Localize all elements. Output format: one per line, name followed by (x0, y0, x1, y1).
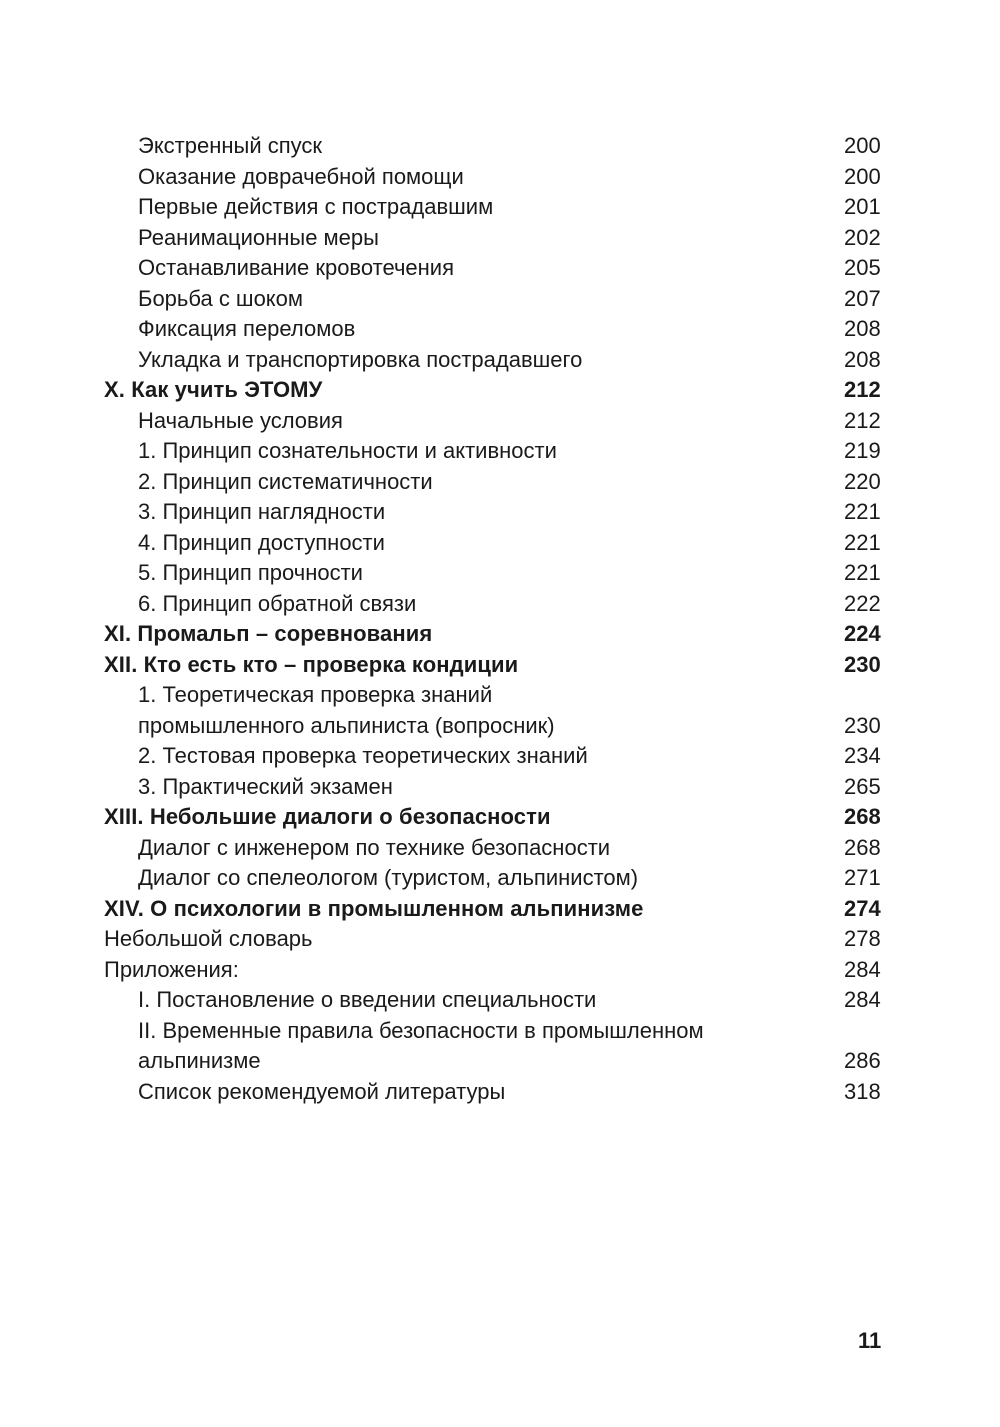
toc-entry-page: 286 (844, 1048, 881, 1073)
toc-entry (0, 558, 1000, 589)
toc-chapter-page: 212 (844, 377, 881, 402)
toc-section-title: Приложения: (104, 956, 239, 982)
toc-entry-page: 208 (844, 316, 881, 341)
toc-chapter-page: 268 (844, 804, 881, 829)
toc-entry-page: 221 (844, 560, 881, 585)
toc-entry-page: 271 (844, 865, 881, 890)
toc-entry (0, 406, 1000, 437)
toc-entry-page: 265 (844, 773, 881, 799)
toc-entry-title: Список рекомендуемой литературы (138, 1078, 506, 1104)
toc-entry-page: 205 (844, 255, 881, 280)
toc-entry-title: Фиксация переломов (138, 316, 356, 341)
toc-entry (0, 741, 1000, 772)
toc-section-page: 278 (844, 926, 881, 951)
toc-section-title: Небольшой словарь (104, 926, 313, 951)
toc-entry (0, 1077, 1000, 1108)
toc-entry-title: Реанимационные меры (138, 224, 379, 250)
toc-chapter-title: XII. Кто есть кто – проверка кондиции (104, 651, 519, 677)
toc-entry-page: 208 (844, 346, 881, 372)
toc-entry-page: 200 (844, 133, 881, 158)
toc-entry (0, 131, 1000, 162)
toc-entry-title: II. Временные правила безопасности в промышленном (138, 1017, 704, 1043)
page-number: 11 (858, 1328, 882, 1353)
toc-chapter-title: XIV. О психологии в промышленном альпинизме (104, 895, 644, 921)
toc-entry (0, 192, 1000, 223)
toc-entry-title: альпинизме (138, 1048, 261, 1073)
toc-chapter-page: 224 (844, 621, 881, 646)
toc-section-page: 284 (844, 956, 881, 982)
toc-entry-page: 234 (844, 743, 881, 768)
toc-entry-page: 202 (844, 224, 881, 250)
toc-entry-page: 207 (844, 285, 881, 311)
toc-entry (0, 162, 1000, 193)
toc-entry (0, 1046, 1000, 1077)
toc-entry-page: 212 (844, 407, 881, 433)
toc-entry-title: 1. Принцип сознательности и активности (138, 438, 557, 463)
toc-chapter-title: XIII. Небольшие диалоги о безопасности (104, 804, 551, 829)
toc-entry-page: 201 (844, 194, 881, 219)
toc-entry-page: 284 (844, 987, 881, 1012)
toc-entry (0, 467, 1000, 498)
toc-chapter (0, 619, 1000, 650)
toc-entry (0, 772, 1000, 803)
toc-entry (0, 436, 1000, 467)
toc-entry-page: 268 (844, 834, 881, 860)
toc-entry (0, 589, 1000, 620)
toc-entry (0, 985, 1000, 1016)
toc-chapter (0, 375, 1000, 406)
toc-entry-title: Борьба с шоком (138, 285, 304, 311)
toc-entry (0, 345, 1000, 376)
toc-entry-page: 221 (844, 529, 881, 555)
toc-entry-page: 230 (844, 712, 881, 738)
toc-entry-title: Начальные условия (138, 407, 343, 433)
toc-entry-title: 5. Принцип прочности (138, 560, 363, 585)
toc-entry-title: 2. Тестовая проверка теоретических знаний (138, 743, 588, 768)
toc-section (0, 955, 1000, 986)
toc-chapter (0, 894, 1000, 925)
toc-entry-title: Укладка и транспортировка пострадавшего (138, 346, 583, 372)
toc-entry-title: Диалог со спелеологом (туристом, альпинистом) (138, 865, 639, 890)
toc-entry (0, 284, 1000, 315)
toc-entry-title: 4. Принцип доступности (138, 529, 385, 555)
toc-entry (0, 863, 1000, 894)
toc-entry-page: 222 (844, 590, 881, 616)
toc-entry-title: Диалог с инженером по технике безопасности (138, 834, 611, 860)
toc-chapter-page: 230 (844, 651, 881, 677)
toc-entry-page: 221 (844, 499, 881, 524)
toc-entry-title: промышленного альпиниста (вопросник) (138, 712, 555, 738)
toc-entry (0, 253, 1000, 284)
toc-entry-title: 2. Принцип систематичности (138, 468, 433, 494)
toc-entry (0, 497, 1000, 528)
toc-entry (0, 1016, 1000, 1047)
toc-chapter-page: 274 (844, 895, 881, 921)
toc-entry-title: Оказание доврачебной помощи (138, 163, 464, 189)
toc-entry-title: 3. Практический экзамен (138, 773, 393, 799)
toc-entry (0, 528, 1000, 559)
toc-entry-page: 318 (844, 1078, 881, 1104)
toc-chapter-title: X. Как учить ЭТОМУ (104, 377, 323, 402)
toc-entry-page: 219 (844, 438, 881, 463)
toc-chapter (0, 650, 1000, 681)
toc-entry-title: I. Постановление о введении специальности (138, 987, 597, 1012)
toc-entry-title: Экстренный спуск (138, 133, 323, 158)
toc-entry-title: Первые действия с пострадавшим (138, 194, 494, 219)
toc-chapter-title: XI. Промальп – соревнования (104, 621, 433, 646)
toc-entry (0, 314, 1000, 345)
table-of-contents (0, 131, 1000, 1107)
toc-entry (0, 680, 1000, 711)
toc-entry-page: 200 (844, 163, 881, 189)
toc-entry-title: Останавливание кровотечения (138, 255, 455, 280)
toc-chapter (0, 802, 1000, 833)
toc-entry-title: 6. Принцип обратной связи (138, 590, 417, 616)
toc-section (0, 924, 1000, 955)
toc-entry (0, 833, 1000, 864)
toc-entry-page: 220 (844, 468, 881, 494)
toc-entry-title: 1. Теоретическая проверка знаний (138, 682, 493, 707)
toc-entry (0, 223, 1000, 254)
toc-entry (0, 711, 1000, 742)
toc-entry-title: 3. Принцип наглядности (138, 499, 386, 524)
